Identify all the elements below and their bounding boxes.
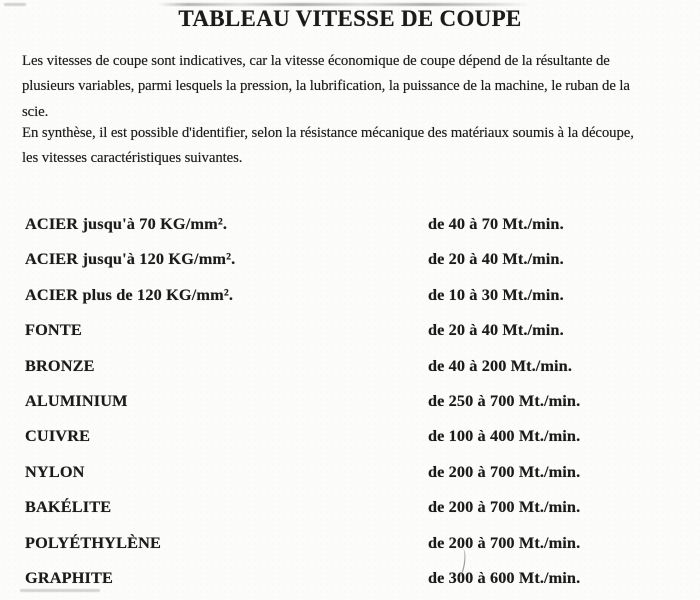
paragraph-line: plusieurs variables, parmi lesquels la pression, la lubrification, la puissance de la machine, le ruban de la: [22, 78, 630, 95]
table-row: [0, 214, 700, 249]
table-row: [0, 320, 700, 355]
table-row: [0, 249, 700, 284]
speed-cell: de 250 à 700 Mt./min.: [428, 390, 581, 410]
material-cell: BAKÉLITE: [25, 497, 112, 517]
speed-cell: de 300 à 600 Mt./min.: [428, 567, 581, 587]
table-row: [0, 533, 700, 568]
material-cell: ACIER jusqu'à 70 KG/mm².: [25, 214, 228, 233]
paragraph-line: En synthèse, il est possible d'identifier, selon la résistance mécanique des matériaux soumis à la découpe,: [22, 125, 634, 141]
table-row: [0, 285, 700, 320]
material-cell: GRAPHITE: [25, 567, 114, 587]
speed-cell: de 10 à 30 Mt./min.: [428, 284, 564, 304]
table-row: [0, 497, 700, 532]
intro-paragraph-1: [22, 49, 682, 125]
material-cell: ALUMINIUM: [25, 390, 128, 410]
table-row: [0, 462, 700, 497]
speed-cell: de 40 à 70 Mt./min.: [428, 214, 564, 233]
material-cell: CUIVRE: [25, 426, 91, 446]
paragraph-line: scie.: [22, 103, 49, 120]
page-title: TABLEAU VITESSE DE COUPE: [178, 6, 522, 31]
speed-cell: de 200 à 700 Mt./min.: [428, 532, 581, 552]
material-cell: ACIER plus de 120 KG/mm².: [25, 284, 234, 304]
intro-paragraph-2: [22, 121, 682, 172]
table-row: [0, 356, 700, 391]
paragraph-line: Les vitesses de coupe sont indicatives, car la vitesse économique de coupe dépend de la résultante de: [22, 53, 610, 69]
material-cell: ACIER jusqu'à 120 KG/mm².: [25, 249, 236, 269]
material-cell: POLYÉTHYLÈNE: [25, 532, 162, 552]
speed-cell: de 20 à 40 Mt./min.: [428, 249, 564, 269]
material-cell: FONTE: [25, 320, 82, 340]
speed-cell: de 200 à 700 Mt./min.: [428, 461, 581, 481]
material-cell: NYLON: [25, 461, 85, 481]
speed-cell: de 200 à 700 Mt./min.: [428, 497, 581, 517]
speed-cell: de 100 à 400 Mt./min.: [428, 426, 581, 446]
table-row: [0, 568, 700, 600]
speed-table: [0, 214, 700, 600]
table-row: [0, 391, 700, 426]
table-row: [0, 426, 700, 461]
speed-cell: de 40 à 200 Mt./min.: [428, 355, 572, 375]
speed-cell: de 20 à 40 Mt./min.: [428, 320, 564, 340]
material-cell: BRONZE: [25, 355, 95, 375]
paragraph-line: les vitesses caractéristiques suivantes.: [22, 150, 243, 167]
